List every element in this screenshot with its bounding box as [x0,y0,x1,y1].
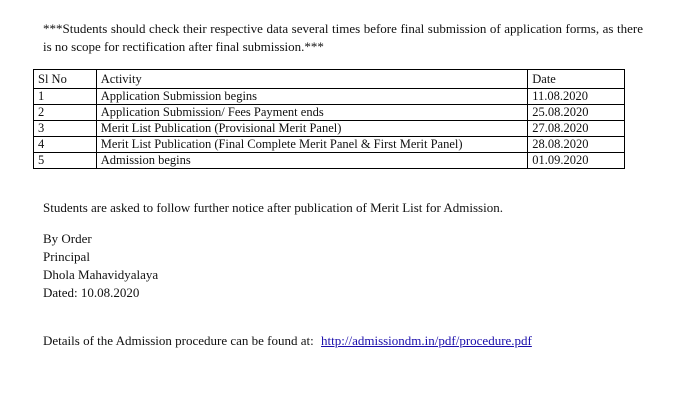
designation-text: Principal [43,249,90,264]
table-header-row [34,70,625,89]
row-activity: Application Submission/ Fees Payment ends [96,105,527,121]
row-sl-no: 3 [34,121,97,137]
row-activity: Admission begins [96,153,527,169]
row-sl-no: 5 [34,153,97,169]
header-sl-no: Sl No [34,70,97,89]
row-activity: Merit List Publication (Provisional Merit Panel) [96,121,527,137]
table-row [34,121,625,137]
followup-notice: Students are asked to follow further notice after publication of Merit List for Admission. [43,200,503,215]
row-sl-no: 2 [34,105,97,121]
table-row [34,137,625,153]
by-order-text: By Order [43,231,92,246]
row-date: 27.08.2020 [528,121,625,137]
details-text: Details of the Admission procedure can be found at: [43,333,314,348]
row-date: 01.09.2020 [528,153,625,169]
dated-text: Dated: 10.08.2020 [43,285,140,300]
table-row [34,153,625,169]
row-activity: Merit List Publication (Final Complete Merit Panel & First Merit Panel) [96,137,527,153]
procedure-pdf-link[interactable]: http://admissiondm.in/pdf/procedure.pdf [321,333,532,348]
signoff-block [43,230,158,302]
header-date: Date [528,70,625,89]
header-activity: Activity [96,70,527,89]
submission-notice: ***Students should check their respective data several times before final submission of application forms, as there is no scope for rectification after final submission.*** [43,21,643,54]
row-date: 11.08.2020 [528,89,625,105]
row-date: 28.08.2020 [528,137,625,153]
row-activity: Application Submission begins [96,89,527,105]
table-row [34,89,625,105]
institution-name: Dhola Mahavidyalaya [43,267,159,282]
row-date: 25.08.2020 [528,105,625,121]
details-line [43,333,532,349]
row-sl-no: 4 [34,137,97,153]
admission-schedule-table [33,69,625,169]
row-sl-no: 1 [34,89,97,105]
table-row [34,105,625,121]
